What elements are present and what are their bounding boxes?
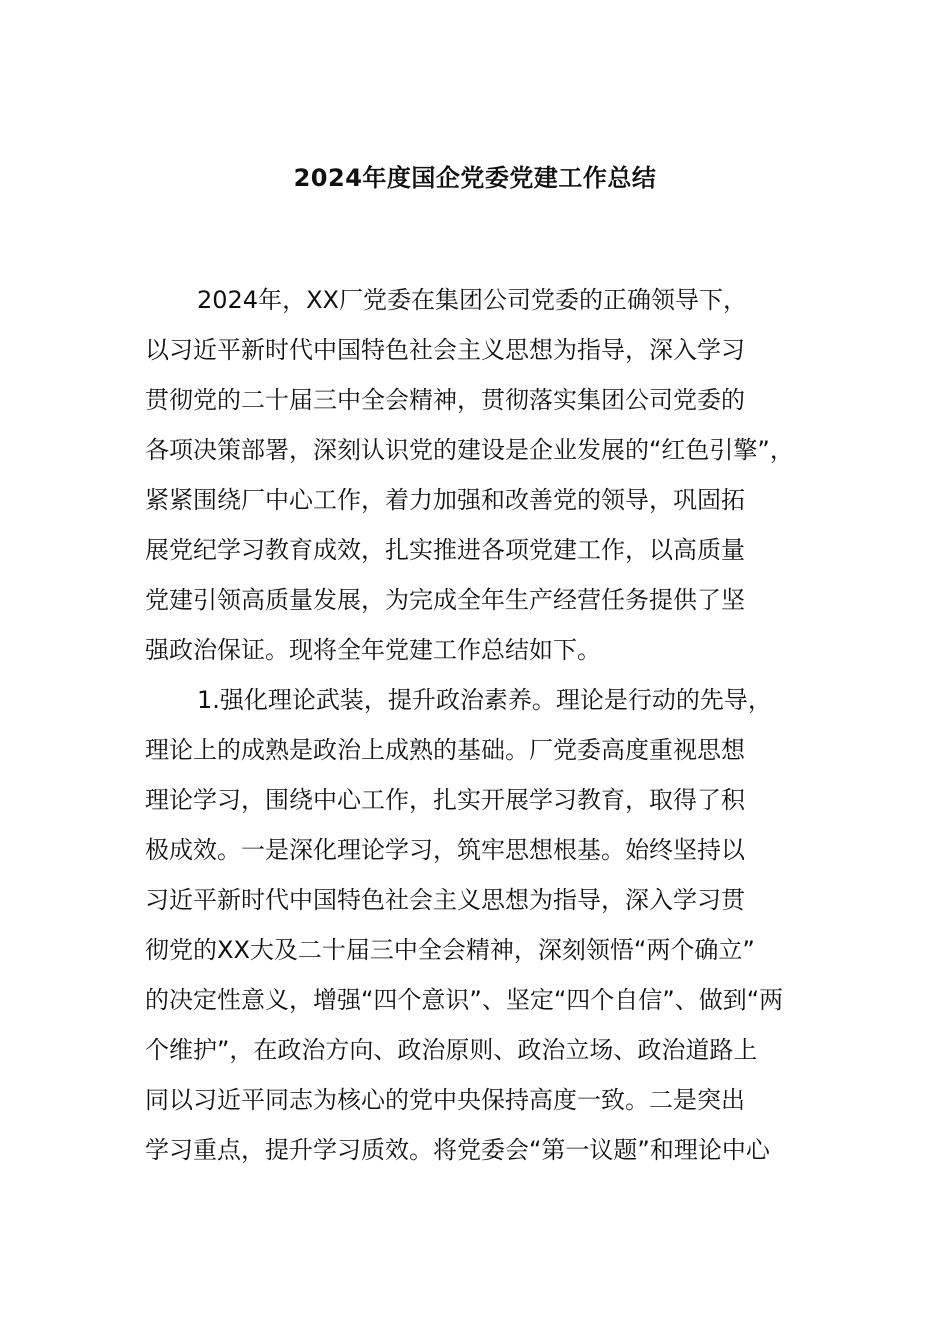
document-title: 2024年度国企党委党建工作总结 (293, 164, 657, 192)
body-line: 1.强化理论武装，提升政治素养。理论是行动的先导， (197, 686, 772, 714)
body-line: 个维护”，在政治方向、政治原则、政治立场、政治道路上 (145, 1036, 758, 1064)
body-line: 各项决策部署，深刻认识党的建设是企业发展的“红色引擎”， (145, 436, 794, 464)
body-line: 彻党的XX大及二十届三中全会精神，深刻领悟“两个确立” (145, 936, 755, 964)
body-line: 展党纪学习教育成效，扎实推进各项党建工作，以高质量 (145, 536, 745, 564)
body-line: 紧紧围绕厂中心工作，着力加强和改善党的领导，巩固拓 (145, 486, 745, 514)
body-line: 同以习近平同志为核心的党中央保持高度一致。二是突出 (145, 1086, 745, 1114)
body-line: 的决定性意义，增强“四个意识”、坚定“四个自信”、做到“两 (145, 986, 784, 1014)
body-line: 以习近平新时代中国特色社会主义思想为指导，深入学习 (145, 336, 745, 364)
body-line: 2024年，XX厂党委在集团公司党委的正确领导下， (197, 286, 747, 314)
body-line: 党建引领高质量发展，为完成全年生产经营任务提供了坚 (145, 586, 745, 614)
body-line: 学习重点，提升学习质效。将党委会“第一议题”和理论中心 (145, 1136, 770, 1164)
body-line: 习近平新时代中国特色社会主义思想为指导，深入学习贯 (145, 886, 745, 914)
body-line: 强政治保证。现将全年党建工作总结如下。 (145, 636, 601, 664)
body-line: 理论学习，围绕中心工作，扎实开展学习教育，取得了积 (145, 786, 745, 814)
body-line: 极成效。一是深化理论学习，筑牢思想根基。始终坚持以 (145, 836, 745, 864)
body-line: 理论上的成熟是政治上成熟的基础。厂党委高度重视思想 (145, 736, 745, 764)
body-line: 贯彻党的二十届三中全会精神，贯彻落实集团公司党委的 (145, 386, 745, 414)
